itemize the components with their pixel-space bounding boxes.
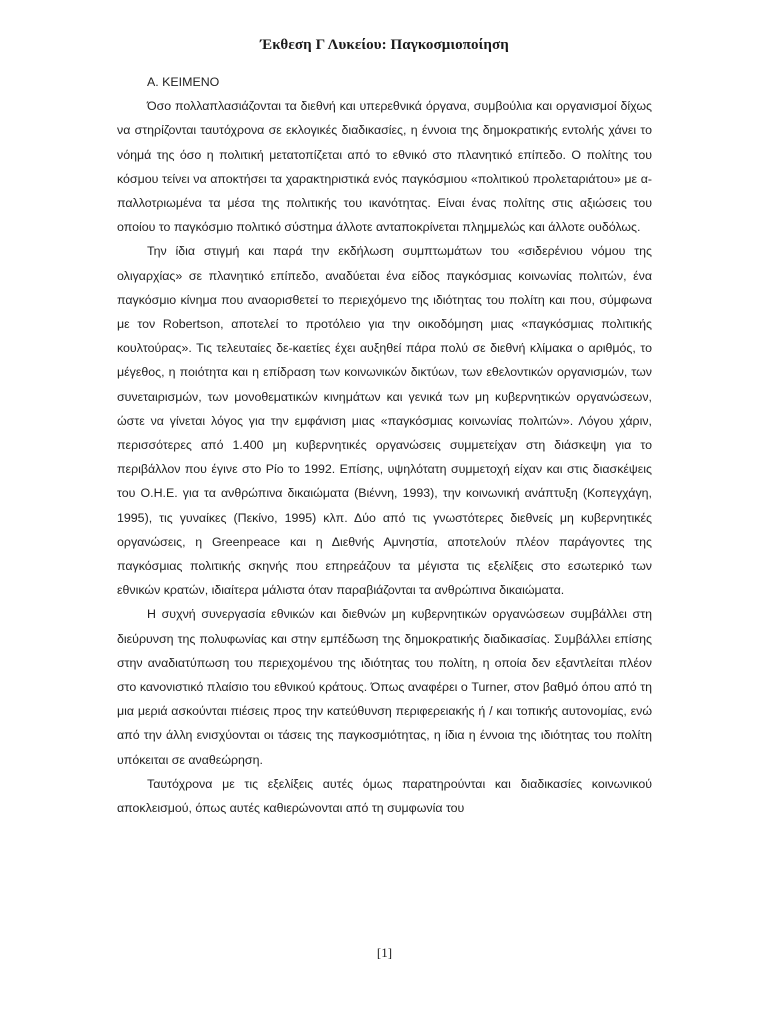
paragraph-3: Η συχνή συνεργασία εθνικών και διεθνών μη κυβερνητικών οργανώσεων συμβάλλει στη διεύρυνση της πολυφωνίας και στην εμπέδωση της δημοκρατικής διαδικασίας. Συμβάλλει επίσης στην αναδιατύπωση του περιεχομένου της ιδιότητας του πολίτη, η οποία δεν εξαντλείται πλέον στο κανονιστικό πλαίσιο του εθνικού κράτους. Όπως αναφέρει ο Turner, στον βαθμό όπου από τη μια μεριά ασκούνται πιέσεις προς την κατεύθυνση περιφερειακής ή / και τοπικής αυτονομίας, ενώ από την άλλη ενισχύονται οι τάσεις της παγκοσμιότητας, η ίδια η έννοια της ιδιότητας του πολίτη υπόκειται σε αναθεώρηση. <box>117 607 652 767</box>
paragraph-4: Ταυτόχρονα με τις εξελίξεις αυτές όμως παρατηρούνται και διαδικασίες κοινωνικού αποκλεισμού, όπως αυτές καθιερώνονται από τη συμφωνία του <box>117 776 652 816</box>
paragraph-2: Την ίδια στιγμή και παρά την εκδήλωση συμπτωμάτων του «σιδερένιου νόμου της ολιγαρχίας» σε πλανητικό επίπεδο, αναδύεται ένα είδος παγκόσμιας κοινωνίας πολιτών, ένα παγκόσμιο κίνημα που αναορισθετεί το περιεχόμενο της ιδιότητας του πολίτη και που, σύμφωνα με τον Robertson, αποτελεί το προτόλειο για την οικοδόμηση μιας «παγκόσμιας πολιτικής κουλτούρας». Τις τελευταίες δε-καετίες έχει αυξηθεί πάρα πολύ σε διεθνή κλίμακα ο αριθμός, το μέγεθος, η ποιότητα και η επίδραση των κοινωνικών δικτύων, των εθελοντικών οργανισμών, των συνεταιρισμών, των μονοθεματικών κινημάτων και γενικά των μη κυβερνητικών οργανώσεων, ώστε να γίνεται λόγος για την εμφάνιση μιας «παγκόσμιας κοινωνίας πολιτών». Λόγου χάριν, περισσότερες από 1.400 μη κυβερνητικές οργανώσεις συμμετείχαν στη διάσκεψη για το περιβάλλον που έγινε στο Ρίο το 1992. Επίσης, υψηλότατη συμμετοχή είχαν και στις διασκέψεις του Ο.Η.Ε. για τα ανθρώπινα δικαιώματα (Βιέννη, 1993), την κοινωνική ανάπτυξη (Κοπεγχάγη, 1995), τις γυναίκες (Πεκίνο, 1995) κλπ. Δύο από τις γνωστότερες διεθνείς μη κυβερνητικές οργανώσεις, η Greenpeace και η Διεθνής Αμνηστία, αποτελούν πλέον παράγοντες της παγκόσμιας πολιτικής σκηνής που επηρεάζουν τα μέγιστα τις εξελίξεις στο εσωτερικό των εθνικών κρατών, ιδιαίτερα μάλιστα όταν παραβιάζονται τα ανθρώπινα δικαιώματα. <box>117 244 652 598</box>
paragraph-1: Όσο πολλαπλασιάζονται τα διεθνή και υπερεθνικά όργανα, συμβούλια και οργανισμοί δίχως να στηρίζονται ταυτόχρονα σε εκλογικές διαδικασίες, η έννοια της δημοκρατικής εντολής χάνει το νόημά της όσο η πολιτική μετατοπίζεται από το εθνικό στο πλανητικό επίπεδο. Ο πολίτης του κόσμου τείνει να αποκτήσει τα χαρακτηριστικά ενός παγκόσμιου «πολιτικού προλεταριάτου» με α-παλλοτριωμένα τα μέσα της πολιτικής του ικανότητας. Είναι ένας πολίτης στις αξιώσεις του οποίου το παγκόσμιο πολιτικό σύστημα άλλοτε ανταποκρίνεται πλημμελώς και άλλοτε ουδόλως. <box>117 99 652 235</box>
section-heading: Α. ΚΕΙΜΕΝΟ <box>147 75 220 89</box>
page-number: [1] <box>376 945 393 960</box>
document-body <box>117 70 652 820</box>
document-title: Έκθεση Γ Λυκείου: Παγκοσμιοποίηση <box>260 37 509 53</box>
document-page <box>117 0 652 1024</box>
